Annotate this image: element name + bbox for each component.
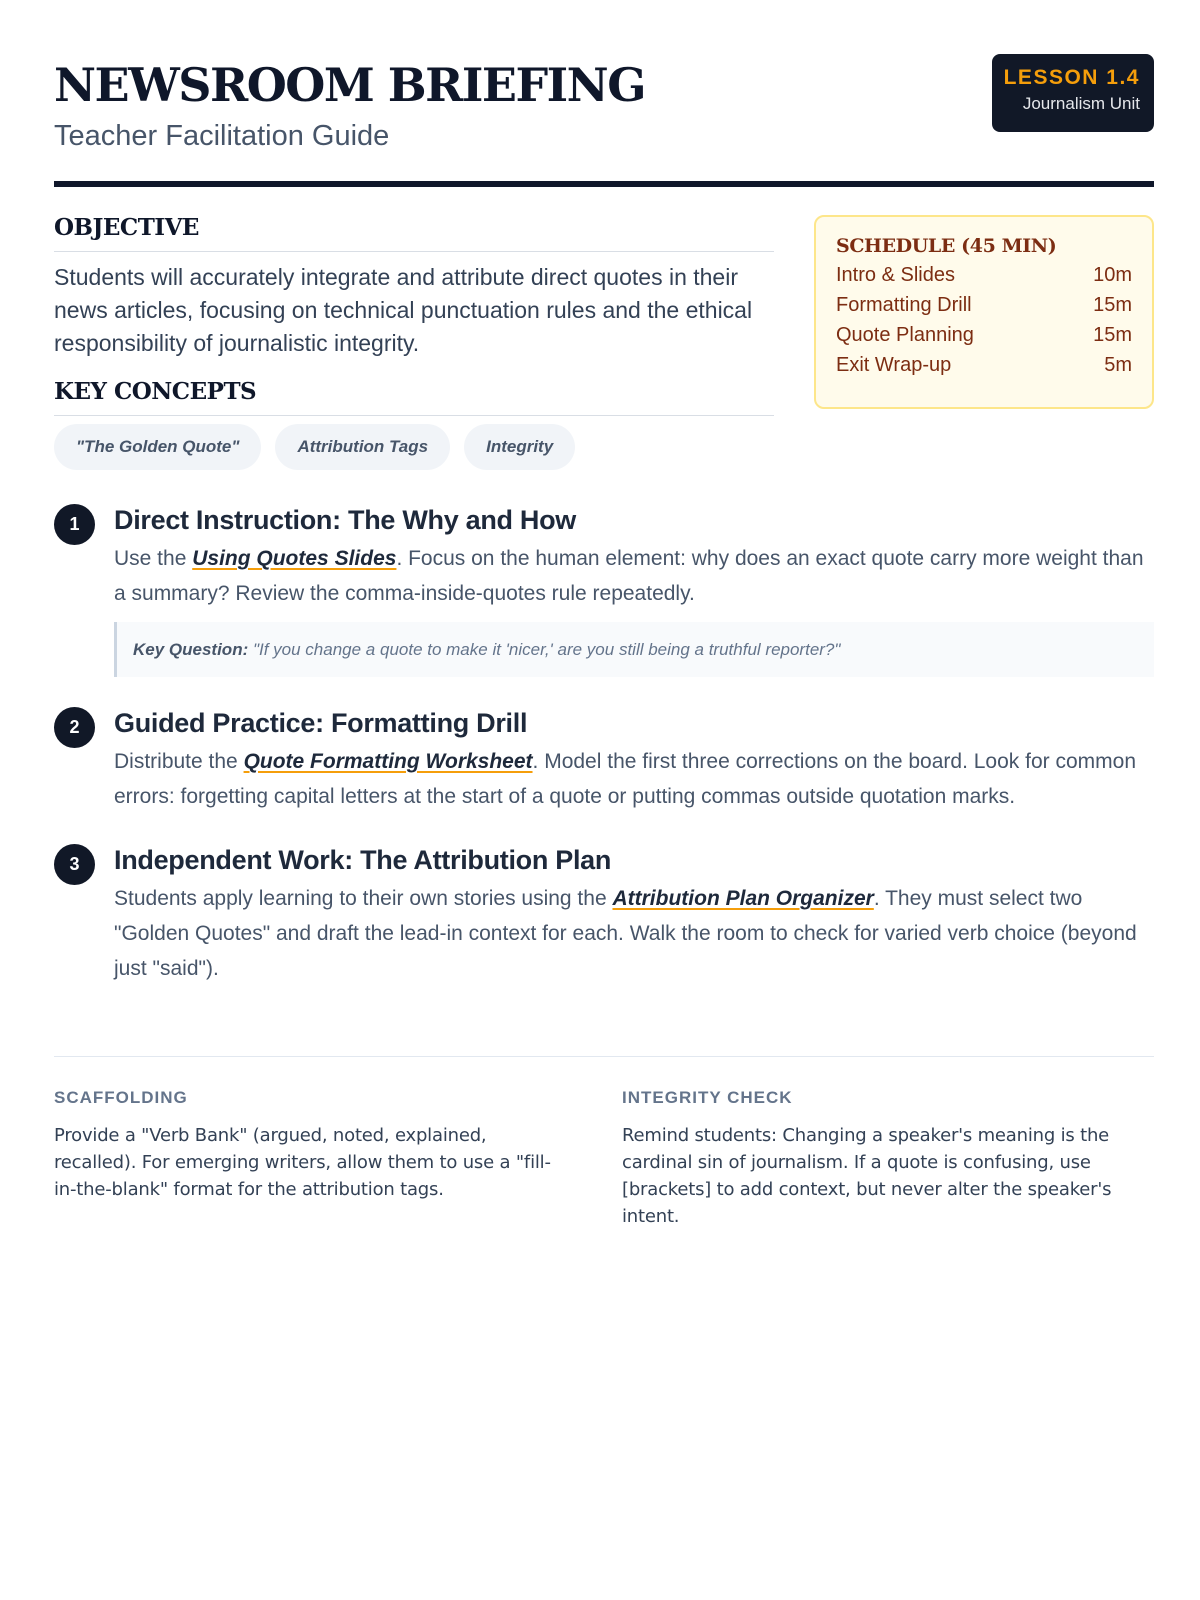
schedule-item <box>836 320 1132 350</box>
step-body-text: . Model the first three corrections on the board. Look for common errors: forgetting capital letters at the start of a quote or putting commas outside quotation marks. <box>114 750 1136 808</box>
schedule-item-duration: 15m <box>1093 324 1132 346</box>
step-body <box>114 541 1154 611</box>
instruction-steps <box>54 500 1154 986</box>
step-body <box>114 881 1154 986</box>
lesson-guide-page <box>54 0 1154 1600</box>
step-number-badge: 2 <box>54 707 95 748</box>
resource-link-attribution-plan-organizer[interactable]: Attribution Plan Organizer <box>612 887 874 910</box>
key-question-callout <box>114 622 1154 677</box>
schedule-item <box>836 290 1132 320</box>
page-title: NEWSROOM BRIEFING <box>54 58 645 112</box>
schedule-item-duration: 15m <box>1093 294 1132 316</box>
header-divider <box>54 181 1154 187</box>
schedule-item-name: Intro & Slides <box>836 264 955 286</box>
lesson-unit: Journalism Unit <box>1022 94 1140 113</box>
schedule-item-duration: 5m <box>1104 354 1132 376</box>
page-subtitle: Teacher Facilitation Guide <box>54 120 390 152</box>
schedule-item <box>836 350 1132 380</box>
scaffolding-text: Provide a "Verb Bank" (argued, noted, explained, recalled). For emerging writers, allow them to use a "fill-in-the-blank" format for the attribution tags. <box>54 1125 551 1200</box>
concept-tag: "The Golden Quote" <box>54 424 261 470</box>
page-header <box>54 54 1154 184</box>
schedule-item <box>836 260 1132 290</box>
step-number-badge: 1 <box>54 504 95 545</box>
key-concepts-heading: KEY CONCEPTS <box>54 378 774 416</box>
scaffolding-heading: SCAFFOLDING <box>54 1088 188 1107</box>
step-body-text: Use the <box>114 547 193 570</box>
concept-tag: Attribution Tags <box>275 424 450 470</box>
schedule-item-name: Formatting Drill <box>836 294 972 316</box>
callout-label: Key Question: <box>133 640 249 659</box>
step-title: Independent Work: The Attribution Plan <box>114 845 612 875</box>
step-body <box>114 744 1154 814</box>
step-body-text: Students apply learning to their own stories using the <box>114 887 613 910</box>
objective-heading: OBJECTIVE <box>54 214 774 252</box>
schedule-list <box>836 260 1132 380</box>
integrity-check-text: Remind students: Changing a speaker's meaning is the cardinal sin of journalism. If a quote is confusing, use [brackets] to add context, but never alter the speaker's intent. <box>622 1125 1112 1227</box>
lesson-number: LESSON 1.4 <box>1003 66 1140 89</box>
concept-tag: Integrity <box>464 424 575 470</box>
schedule-item-name: Quote Planning <box>836 324 974 346</box>
schedule-item-name: Exit Wrap-up <box>836 354 952 376</box>
step-1 <box>54 500 1154 677</box>
scaffolding-section <box>54 1088 554 1203</box>
integrity-check-heading: INTEGRITY CHECK <box>622 1088 793 1107</box>
step-body-text: . They must select two "Golden Quotes" and draft the lead-in context for each. Walk the room to check for varied verb choice (beyond just "said"). <box>114 887 1137 980</box>
resource-link-using-quotes-slides[interactable]: Using Quotes Slides <box>192 547 397 570</box>
step-number-badge: 3 <box>54 844 95 885</box>
step-3 <box>54 840 1154 986</box>
schedule-panel <box>814 215 1154 409</box>
step-body-text: . Focus on the human element: why does an exact quote carry more weight than a summary? Review the comma-inside-quotes rule repeatedly. <box>114 547 1144 605</box>
step-title: Guided Practice: Formatting Drill <box>114 708 528 738</box>
step-title: Direct Instruction: The Why and How <box>114 505 577 535</box>
key-concepts-tags <box>54 424 774 470</box>
step-2 <box>54 703 1154 814</box>
footer-divider <box>54 1056 1154 1057</box>
step-body-text: Distribute the <box>114 750 244 773</box>
lesson-badge <box>992 54 1154 132</box>
callout-text: "If you change a quote to make it 'nicer,' are you still being a truthful reporter?" <box>248 640 841 659</box>
schedule-item-duration: 10m <box>1093 264 1132 286</box>
objective-section <box>54 214 774 470</box>
schedule-title: SCHEDULE (45 MIN) <box>836 235 1057 257</box>
resource-link-quote-formatting-worksheet[interactable]: Quote Formatting Worksheet <box>243 750 533 773</box>
objective-text: Students will accurately integrate and attribute direct quotes in their news articles, focusing on technical punctuation rules and the ethical responsibility of journalistic integrity. <box>54 264 753 356</box>
integrity-check-section <box>622 1088 1154 1230</box>
